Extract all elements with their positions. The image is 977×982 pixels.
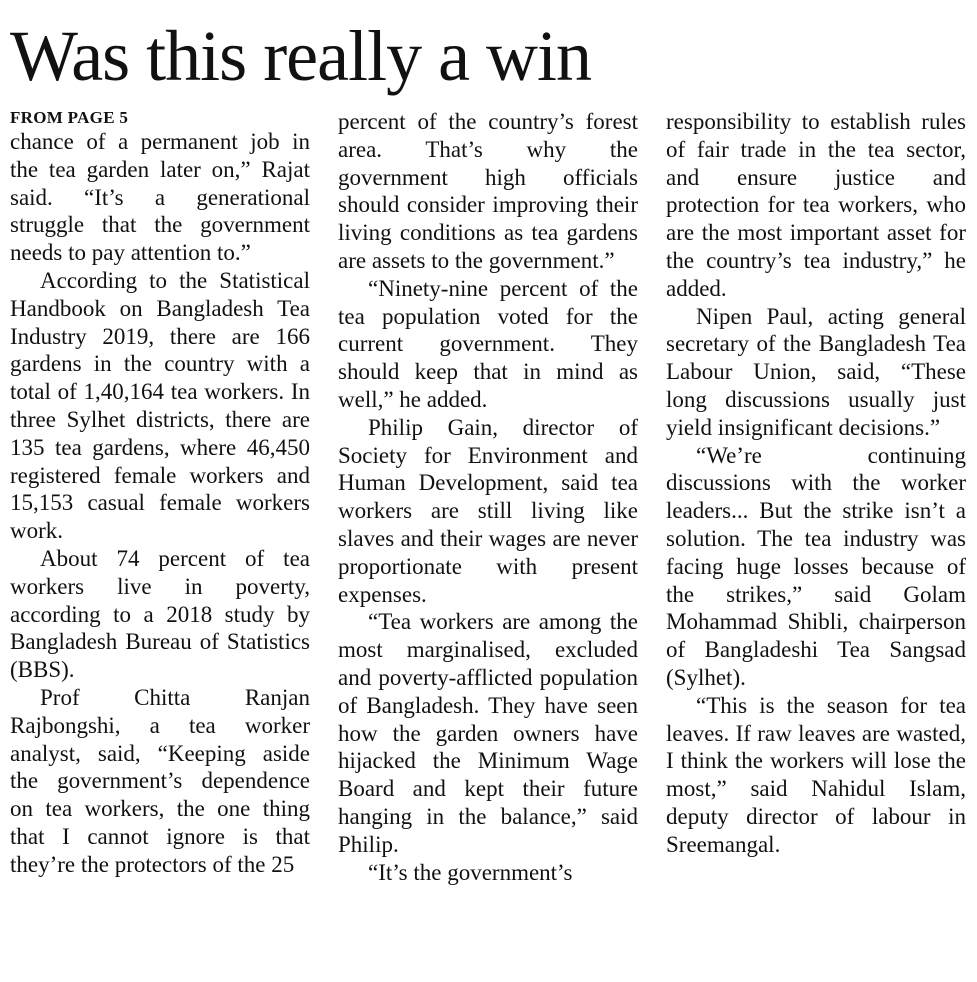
paragraph: percent of the country’s forest area. That’s why the government high officials should consider improving their living conditions as tea gardens are assets to the government.” [338,109,638,273]
column-3 [666,108,966,978]
paragraph: “Ninety-nine percent of the tea population voted for the current government. They should keep that in mind as well,” he added. [338,275,638,412]
column-2 [338,108,638,978]
headline: Was this really a win [10,16,592,96]
paragraph: “Tea workers are among the most marginalised, excluded and poverty-afflicted population of Bangladesh. They have seen how the garden owners have hijacked the Minimum Wage Board and kept their future hanging in the balance,” said Philip. [338,609,638,857]
paragraph: “This is the season for tea leaves. If raw leaves are wasted, I think the workers will lose the most,” said Nahidul Islam, deputy director of labour in Sreemangal. [666,692,966,857]
paragraph: According to the Statistical Handbook on Bangladesh Tea Industry 2019, there are 166 gardens in the country with a total of 1,40,164 tea workers. In three Sylhet districts, there are 135 tea gardens, where 46,450 registered female workers and 15,153 casual female workers work. [10,267,310,544]
paragraph: Nipen Paul, acting general secretary of the Bangladesh Tea Labour Union, said, “These long discussions usually just yield insignificant decisions.” [666,303,966,440]
paragraph: “It’s the government’s [368,859,573,885]
paragraph: chance of a permanent job in the tea garden later on,” Rajat said. “It’s a generational struggle that the government needs to pay attention to.” [10,129,310,266]
paragraph: About 74 percent of tea workers live in poverty, according to a 2018 study by Bangladesh Bureau of Statistics (BBS). [10,545,310,683]
column-1 [10,108,310,978]
paragraph: Philip Gain, director of Society for Environment and Human Development, said tea workers are still living like slaves and their wages are never proportionate with present expenses. [338,414,638,607]
paragraph: responsibility to establish rules of fair trade in the tea sector, and ensure justice and protection for tea workers, who are the most important asset for the country’s tea industry,” he added. [666,109,966,301]
jump-line: FROM PAGE 5 [10,108,129,127]
paragraph: Prof Chitta Ranjan Rajbongshi, a tea worker analyst, said, “Keeping aside the government’s dependence on tea workers, the one thing that I cannot ignore is that they’re the protectors of the 25 [10,684,310,877]
article-body [10,108,967,978]
paragraph: “We’re continuing discussions with the worker leaders... But the strike isn’t a solution. The tea industry was facing huge losses because of the strikes,” said Golam Mohammad Shibli, chairperson of Bangladeshi Tea Sangsad (Sylhet). [666,442,966,690]
